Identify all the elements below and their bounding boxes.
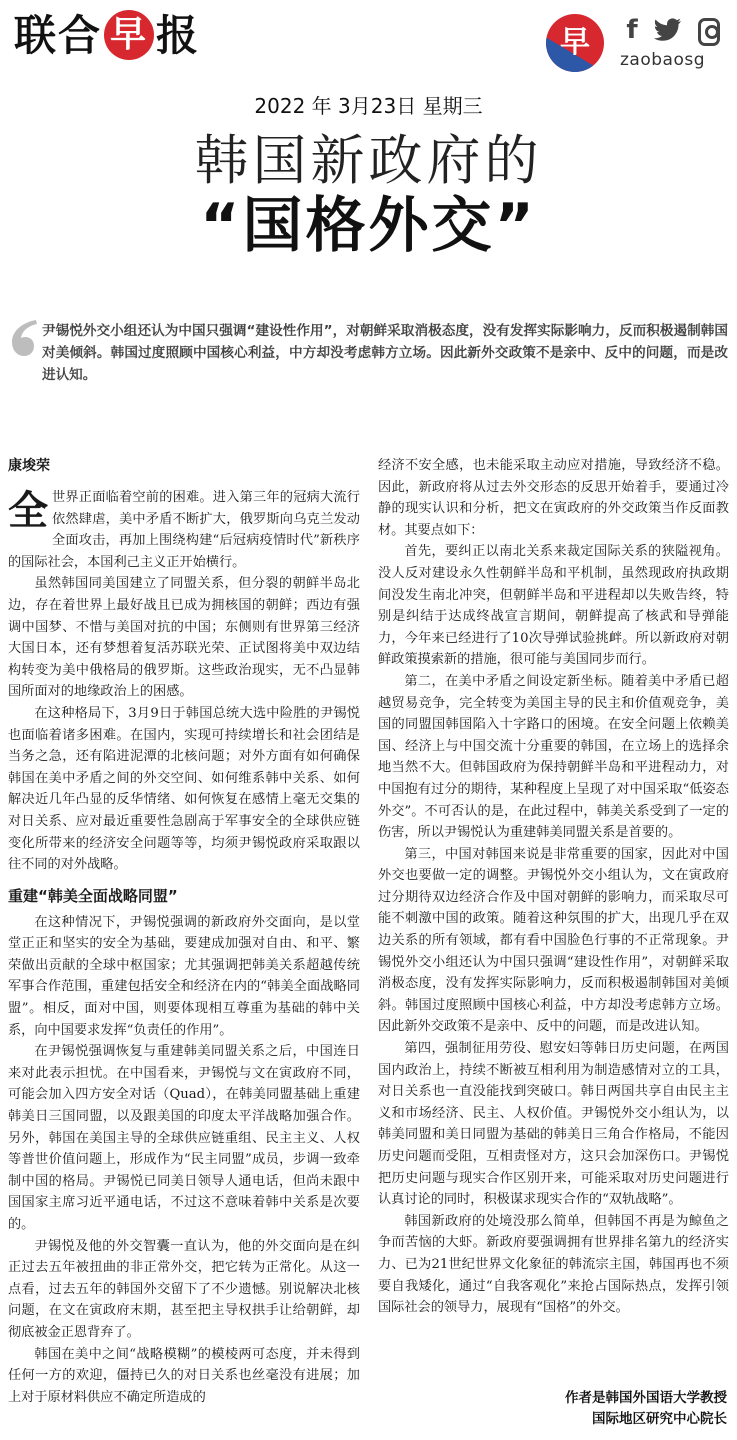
paragraph: 第四，强制征用劳役、慰安妇等韩日历史问题，在两国国内政治上，持续不断被互相利用为制造感情对立的工具，对日关系也一直没能找到突破口。韩日两国共享自由民主主义和市场经济、民主、人权价值。尹锡悦外交小组认为，以韩美同盟和美日同盟为基础的韩美日三角合作格局，不能因历史问题而受阻，互相责怪对方，这只会加深伤口。尹锡悦把历史问题与现实合作区别开来，可能采取对历史问题进行认真讨论的同时，积极谋求现实合作的“双轨战略”。	[378, 1041, 729, 1208]
author-title: 作者是韩国外国语大学教授	[565, 1390, 727, 1406]
article-column-left	[8, 455, 360, 1408]
paragraph: 韩国在美中之间“战略模糊”的模棱两可态度，并未得到任何一方的欢迎，僵持已久的对日关系也丝毫没有进展；加上对于原材料供应不确定所造成的	[8, 1346, 360, 1405]
social-links	[622, 16, 727, 46]
paragraph: 首先，要纠正以南北关系来裁定国际关系的狭隘视角。没人反对建设永久性朝鲜半岛和平机制，虽然现政府执政期间没发生南北冲突，但朝鲜半岛和平进程却以失败告终，特别是纠结于达成终战宣言期间，朝鲜提高了核武和导弹能力，今年来已经进行了10次导弹试验挑衅。所以新政府对朝鲜政策摸索新的措施，很可能与美国同步而行。	[378, 544, 729, 668]
paragraph: 经济不安全感，也未能采取主动应对措施，导致经济不稳。因此，新政府将从过去外交形态的反思开始着手，要通过冷静的现实认识和分析，把文在寅政府的外交政策当作反面教材。其要点如下：	[378, 458, 729, 538]
logo-part-2: 早	[104, 10, 154, 60]
section-subheading: 重建“韩美全面战略同盟”	[8, 886, 178, 905]
paragraph: 第二，在美中矛盾之间设定新坐标。随着美中矛盾已超越贸易竞争，完全转变为美国主导的民主和价值观竞争，美国的同盟国韩国陷入十字路口的困境。在安全问题上依赖美国、经济上与中国交流十分重要的韩国，在立场上的选择余地当然不大。但韩国政府为保持朝鲜半岛和平进程动力，对中国抱有过分的期待，某种程度上呈现了对中国采取“低姿态外交”。不可否认的是，在此过程中，韩美关系受到了一定的伤害，所以尹锡悦认为重建韩美同盟关系是首要的。	[378, 673, 729, 841]
paragraph: 第三，中国对韩国来说是非常重要的国家，因此对中国外交也要做一定的调整。尹锡悦外交小组认为，文在寅政府过分期待双边经济合作及中国对朝鲜的影响力，而采取尽可能不刺激中国的政策。随着这种氛围的扩大，出现几乎在双边关系的所有领域，都有看中国脸色行事的不正常现象。尹锡悦外交小组还认为中国只强调“建设性作用”，对朝鲜采取消极态度，没有发挥实际影响力，反而积极遏制韩国对美倾斜。韩国过度照顾中国核心利益，中方却没考虑韩方立场。因此新外交政策不是亲中、反中的问题，而是改进认知。	[378, 846, 729, 1035]
paragraph: 韩国新政府的处境没那么简单，但韩国不再是为鲸鱼之争而苦恼的大虾。新政府要强调拥有世界排名第九的经济实力、已为21世纪世界文化象征的韩流宗主国，韩国再也不须要自我矮化，通过“自我客观化”来抢占国际热点，发挥引领国际社会的领导力，展现有“国格”的外交。	[378, 1213, 729, 1316]
author-affiliation: 国际地区研究中心院长	[592, 1411, 727, 1427]
headline-line-2: “国格外交”	[200, 191, 537, 261]
paragraph: 在这种格局下，3月9日于韩国总统大选中险胜的尹锡悦也面临着诸多困难。在国内，实现可持续增长和社会团结是当务之急，还有陷进泥潭的北核问题；对外方面有如何确保韩国在美中矛盾之间的外交空间、如何维系韩中关系、如何解决近几年凸显的反华情绪、如何恢复在感情上毫无交集的对日关系、应对最近重要性急剧高于军事安全的全球供应链变化所带来的经济安全问题等等，均须尹锡悦政府采取跟以往不同的对外战略。	[8, 705, 360, 873]
paragraph: 尹锡悦及他的外交智囊一直认为，他的外交面向是在纠正过去五年被扭曲的非正常外交，把它转为正常化。从这一点看，过去五年的韩国外交留下了不少遗憾。别说解决北核问题，在文在寅政府末期，甚至把主导权拱手让给朝鲜，却彻底被金正恩背弃了。	[8, 1238, 360, 1340]
masthead	[0, 0, 737, 84]
publication-date: 2022 年 3月23日 星期三	[254, 94, 483, 118]
paragraph: 在这种情况下，尹锡悦强调的新政府外交面向，是以堂堂正正和坚实的安全为基础，要建成加强对自由、和平、繁荣做出贡献的全球中枢国家；尤其强调把韩美关系超越传统军事合作范围，重建包括安全和经济在内的“韩美全面战略同盟”。相反，面对中国，则要体现相互尊重为基础的韩中关系，向中国要求发挥“负责任的作用”。	[8, 914, 360, 1038]
newspaper-logo[interactable]	[14, 10, 200, 62]
brand-glyph: 早	[560, 25, 590, 60]
twitter-icon[interactable]	[654, 18, 682, 42]
zaobao-brand-icon[interactable]	[546, 14, 604, 72]
instagram-icon[interactable]	[698, 18, 720, 46]
headline-line-1: 韩国新政府的	[194, 129, 543, 192]
paragraph: 虽然韩国同美国建立了同盟关系，但分裂的朝鲜半岛北边，存在着世界上最好战且已成为拥核国的朝鲜；西边有强调中国梦、不惜与美国对抗的中国；东侧则有世界第三经济大国日本，还有梦想着复活苏联光荣、正试图将美中双边结构转变为美中俄格局的俄罗斯。这些政治现实，无不凸显韩国所面对的地缘政治上的困感。	[8, 576, 360, 700]
article-column-right	[378, 455, 729, 1319]
paragraph: 在尹锡悦强调恢复与重建韩美同盟关系之后，中国连日来对此表示担忧。在中国看来，尹锡悦与文在寅政府不同，可能会加入四方安全对话（Quad），在韩美同盟基础上重建韩美日三国同盟，以及跟美国的印度太平洋战略加强合作。另外，韩国在美国主导的全球供应链重组、民主主义、人权等普世价值问题上，形成作为“民主同盟”成员，步调一致牵制中国的格局。尹锡悦已同美日领导人通电话，但尚未跟中国国家主席习近平通电话，不过这不意味着韩中关系是次要的。	[8, 1044, 360, 1232]
logo-part-3: 报	[156, 11, 201, 60]
paragraph: 全世界正面临着空前的困难。进入第三年的冠病大流行依然肆虐，美中矛盾不断扩大，俄罗斯向乌克兰发动全面攻击，再加上围绕构建“后冠病疫情时代”新秩序的国际社会，本国利己主义正开始横行。	[8, 488, 360, 570]
quote-icon	[6, 318, 40, 358]
byline: 康埈荣	[8, 458, 50, 474]
drop-cap: 全	[8, 488, 48, 534]
author-note	[427, 1388, 727, 1430]
facebook-icon[interactable]: f	[626, 15, 638, 45]
social-handle[interactable]: zaobaosg	[620, 50, 705, 70]
pull-quote: 尹锡悦外交小组还认为中国只强调“建设性作用”，对朝鲜采取消极态度，没有发挥实际影响力，反而积极遏制韩国对美倾斜。韩国过度照顾中国核心利益，中方却没考虑韩方立场。因此新外交政策不是亲中、反中的问题，而是改进认知。	[42, 323, 728, 383]
logo-part-1: 联合	[14, 11, 103, 60]
